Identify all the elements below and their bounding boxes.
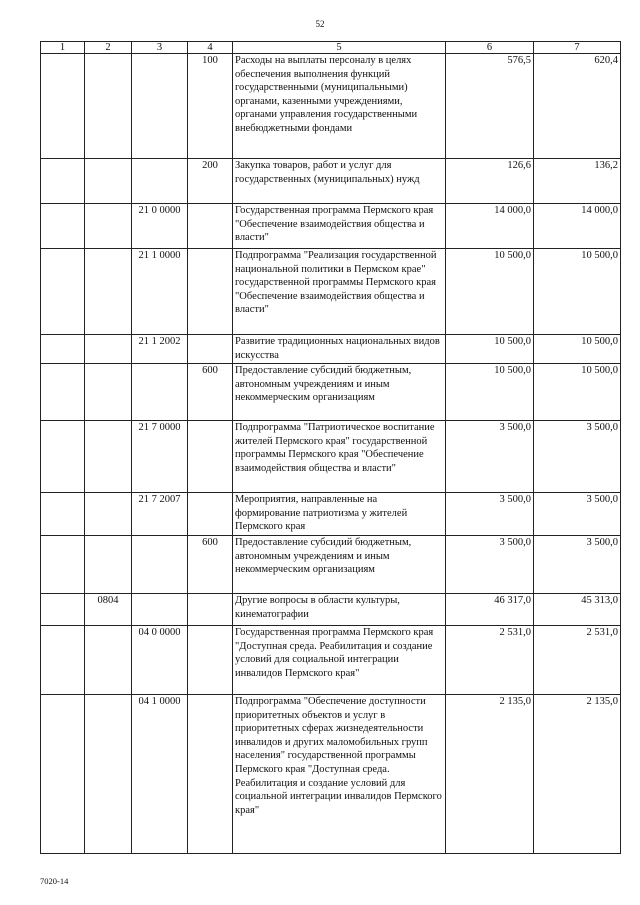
cell-target-article bbox=[132, 594, 188, 626]
cell-section bbox=[41, 695, 85, 854]
cell-expense-type bbox=[188, 493, 233, 536]
cell-expense-type bbox=[188, 626, 233, 695]
cell-expense-type: 200 bbox=[188, 159, 233, 204]
table-row bbox=[41, 159, 621, 204]
column-header: 7 bbox=[534, 42, 621, 54]
footer-document-code: 7020-14 bbox=[40, 876, 69, 886]
cell-amount-col6: 3 500,0 bbox=[446, 493, 534, 536]
cell-target-article bbox=[132, 159, 188, 204]
cell-expense-type bbox=[188, 695, 233, 854]
cell-target-article bbox=[132, 364, 188, 421]
cell-amount-col6: 10 500,0 bbox=[446, 364, 534, 421]
cell-name: Государственная программа Пермского края "Доступная среда. Реабилитация и создание условий для социальной интеграции инвалидов Пермского края" bbox=[233, 626, 446, 695]
table-row bbox=[41, 626, 621, 695]
cell-amount-col6: 2 135,0 bbox=[446, 695, 534, 854]
cell-subsection bbox=[85, 626, 132, 695]
cell-target-article bbox=[132, 54, 188, 159]
cell-amount-col7: 3 500,0 bbox=[534, 536, 621, 594]
cell-subsection bbox=[85, 159, 132, 204]
cell-section bbox=[41, 204, 85, 249]
cell-name: Предоставление субсидий бюджетным, автономным учреждениям и иным некоммерческим организациям bbox=[233, 536, 446, 594]
cell-amount-col6: 10 500,0 bbox=[446, 249, 534, 335]
cell-name: Другие вопросы в области культуры, кинематографии bbox=[233, 594, 446, 626]
cell-amount-col6: 2 531,0 bbox=[446, 626, 534, 695]
budget-table bbox=[40, 41, 621, 854]
cell-amount-col7: 620,4 bbox=[534, 54, 621, 159]
cell-section bbox=[41, 626, 85, 695]
cell-amount-col6: 14 000,0 bbox=[446, 204, 534, 249]
cell-subsection bbox=[85, 204, 132, 249]
cell-amount-col7: 10 500,0 bbox=[534, 249, 621, 335]
cell-name: Подпрограмма "Патриотическое воспитание жителей Пермского края" государственной программы Пермского края "Обеспечение взаимодействия общества и власти" bbox=[233, 421, 446, 493]
cell-expense-type: 600 bbox=[188, 536, 233, 594]
cell-target-article: 21 7 0000 bbox=[132, 421, 188, 493]
cell-subsection bbox=[85, 54, 132, 159]
cell-subsection bbox=[85, 364, 132, 421]
cell-amount-col6: 126,6 bbox=[446, 159, 534, 204]
cell-name: Закупка товаров, работ и услуг для государственных (муниципальных) нужд bbox=[233, 159, 446, 204]
cell-amount-col6: 576,5 bbox=[446, 54, 534, 159]
cell-amount-col7: 136,2 bbox=[534, 159, 621, 204]
cell-section bbox=[41, 421, 85, 493]
cell-expense-type bbox=[188, 335, 233, 364]
cell-amount-col6: 3 500,0 bbox=[446, 421, 534, 493]
column-header: 2 bbox=[85, 42, 132, 54]
column-header: 5 bbox=[233, 42, 446, 54]
table-row bbox=[41, 364, 621, 421]
cell-amount-col7: 2 135,0 bbox=[534, 695, 621, 854]
cell-amount-col7: 3 500,0 bbox=[534, 421, 621, 493]
cell-target-article: 21 1 2002 bbox=[132, 335, 188, 364]
table-header-row bbox=[41, 42, 621, 54]
cell-amount-col7: 14 000,0 bbox=[534, 204, 621, 249]
cell-section bbox=[41, 335, 85, 364]
table-row bbox=[41, 421, 621, 493]
cell-section bbox=[41, 493, 85, 536]
table-row bbox=[41, 54, 621, 159]
cell-section bbox=[41, 54, 85, 159]
cell-subsection bbox=[85, 536, 132, 594]
cell-section bbox=[41, 536, 85, 594]
cell-amount-col6: 46 317,0 bbox=[446, 594, 534, 626]
table-row bbox=[41, 594, 621, 626]
cell-name: Мероприятия, направленные на формирование патриотизма у жителей Пермского края bbox=[233, 493, 446, 536]
column-header: 4 bbox=[188, 42, 233, 54]
cell-subsection: 0804 bbox=[85, 594, 132, 626]
cell-amount-col7: 45 313,0 bbox=[534, 594, 621, 626]
table-row bbox=[41, 249, 621, 335]
table-row bbox=[41, 695, 621, 854]
table-row bbox=[41, 204, 621, 249]
cell-amount-col6: 3 500,0 bbox=[446, 536, 534, 594]
cell-section bbox=[41, 249, 85, 335]
cell-name: Предоставление субсидий бюджетным, автономным учреждениям и иным некоммерческим организациям bbox=[233, 364, 446, 421]
cell-amount-col6: 10 500,0 bbox=[446, 335, 534, 364]
cell-subsection bbox=[85, 335, 132, 364]
column-header: 3 bbox=[132, 42, 188, 54]
cell-target-article: 04 1 0000 bbox=[132, 695, 188, 854]
cell-name: Подпрограмма "Обеспечение доступности приоритетных объектов и услуг в приоритетных сферах жизнедеятельности инвалидов и других маломобильных групп населения" государственной программы Пермского края "Доступная среда. Реабилитация и создание условий для социальной интеграции инвалидов Пермского края" bbox=[233, 695, 446, 854]
cell-target-article: 21 0 0000 bbox=[132, 204, 188, 249]
cell-section bbox=[41, 364, 85, 421]
cell-section bbox=[41, 159, 85, 204]
table-row bbox=[41, 536, 621, 594]
cell-expense-type bbox=[188, 594, 233, 626]
cell-section bbox=[41, 594, 85, 626]
cell-amount-col7: 3 500,0 bbox=[534, 493, 621, 536]
column-header: 6 bbox=[446, 42, 534, 54]
cell-target-article: 04 0 0000 bbox=[132, 626, 188, 695]
table-row bbox=[41, 335, 621, 364]
cell-amount-col7: 10 500,0 bbox=[534, 335, 621, 364]
column-header: 1 bbox=[41, 42, 85, 54]
cell-expense-type bbox=[188, 421, 233, 493]
table-row bbox=[41, 493, 621, 536]
page-number: 52 bbox=[315, 19, 325, 29]
cell-name: Расходы на выплаты персоналу в целях обеспечения выполнения функций государственными (муниципальными) органами, казенными учреждениями, органами управления государственными внебюджетными фондами bbox=[233, 54, 446, 159]
cell-amount-col7: 10 500,0 bbox=[534, 364, 621, 421]
cell-name: Подпрограмма "Реализация государственной национальной политики в Пермском крае" государственной программы Пермского края "Обеспечение взаимодействия общества и власти" bbox=[233, 249, 446, 335]
cell-subsection bbox=[85, 249, 132, 335]
cell-amount-col7: 2 531,0 bbox=[534, 626, 621, 695]
cell-expense-type: 600 bbox=[188, 364, 233, 421]
cell-subsection bbox=[85, 421, 132, 493]
cell-name: Государственная программа Пермского края "Обеспечение взаимодействия общества и власти" bbox=[233, 204, 446, 249]
cell-target-article bbox=[132, 536, 188, 594]
cell-expense-type bbox=[188, 249, 233, 335]
cell-subsection bbox=[85, 493, 132, 536]
cell-target-article: 21 1 0000 bbox=[132, 249, 188, 335]
cell-expense-type: 100 bbox=[188, 54, 233, 159]
cell-name: Развитие традиционных национальных видов искусства bbox=[233, 335, 446, 364]
cell-subsection bbox=[85, 695, 132, 854]
cell-expense-type bbox=[188, 204, 233, 249]
cell-target-article: 21 7 2007 bbox=[132, 493, 188, 536]
